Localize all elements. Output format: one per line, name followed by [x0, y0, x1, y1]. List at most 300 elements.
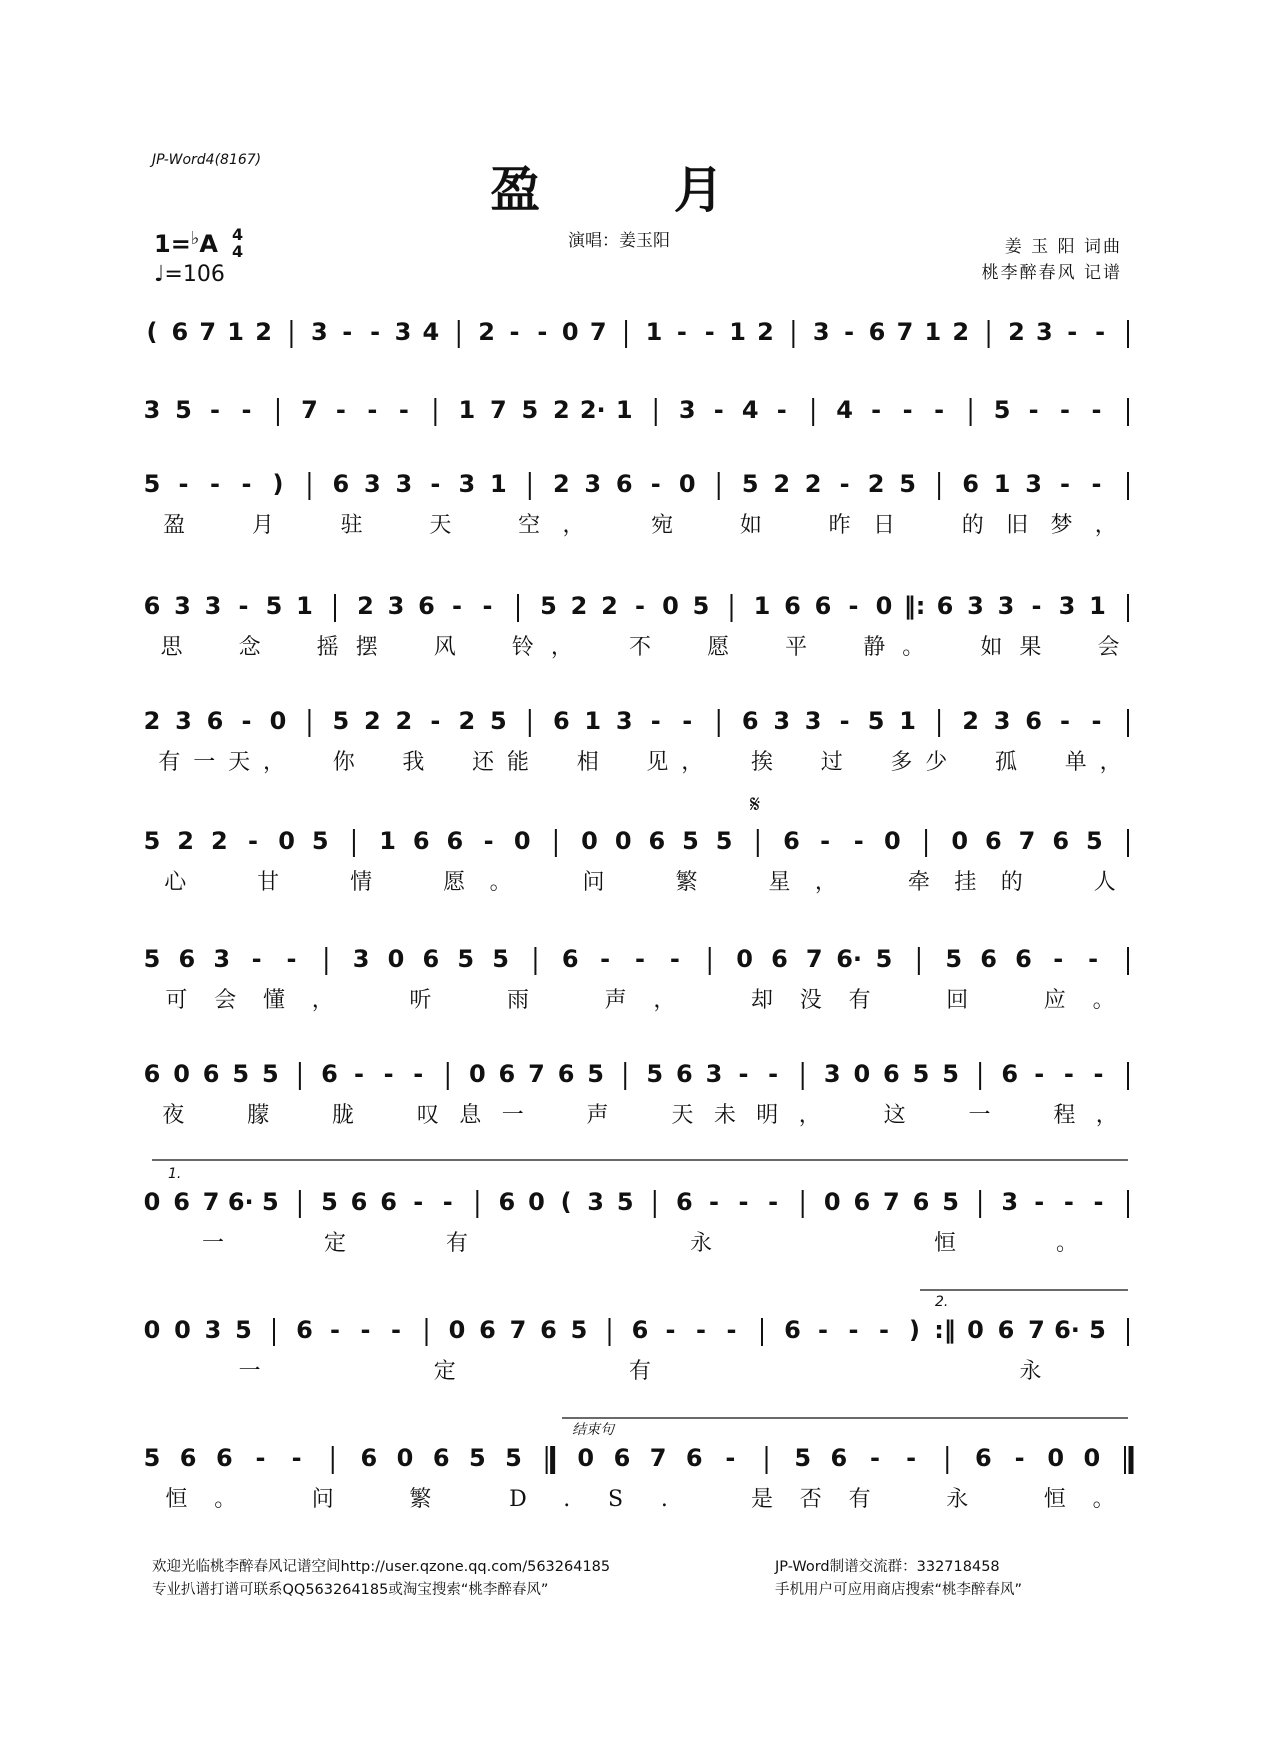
note-glyph: - — [1063, 1060, 1074, 1088]
note-glyph: 6 — [171, 318, 189, 346]
note-glyph: 5 — [570, 1316, 588, 1344]
lyric-char: 宛 — [651, 513, 674, 538]
lyric-char: 平 — [785, 635, 808, 660]
note-glyph: 3 — [1025, 470, 1042, 498]
note-glyph: 6 — [936, 592, 954, 620]
note-glyph: - — [1063, 1188, 1074, 1216]
note-glyph: 6 — [380, 1188, 397, 1216]
note-glyph: - — [1034, 1060, 1045, 1088]
note-glyph: 6 — [215, 1444, 233, 1472]
lyric-char: 空 — [518, 513, 541, 538]
note-glyph: 2 — [458, 707, 476, 735]
note-glyph: - — [413, 1060, 424, 1088]
lyric-char: 思 — [160, 635, 183, 660]
note-glyph: - — [335, 396, 346, 424]
note-glyph: ( — [560, 1188, 572, 1216]
note-glyph: 6 — [418, 592, 435, 620]
note-glyph: 2 — [478, 318, 495, 346]
note-glyph: 0 — [1083, 1444, 1101, 1472]
note-glyph: - — [1028, 396, 1039, 424]
note-glyph: - — [738, 1060, 749, 1088]
note-glyph: - — [255, 1444, 266, 1472]
lyric-char: 一 — [968, 1103, 991, 1128]
lyric-char: 会 — [214, 988, 237, 1013]
lyric-char: 我 — [402, 750, 425, 775]
lyric-char: 星 — [768, 870, 791, 895]
note-glyph: 5 — [143, 470, 161, 498]
note-glyph: ) — [272, 470, 284, 498]
lyric-char: 牵 — [907, 870, 930, 895]
lyric-char: 旧 — [1006, 513, 1029, 538]
note-glyph: - — [934, 396, 945, 424]
lyric-char: 息 — [459, 1103, 482, 1128]
note-glyph: 7 — [883, 1188, 900, 1216]
note-glyph: 6 — [1025, 707, 1042, 735]
note-glyph: 1 — [1089, 592, 1106, 620]
note-glyph: 3 — [175, 707, 192, 735]
note-glyph: - — [902, 396, 913, 424]
note-glyph: 3 — [352, 945, 370, 973]
note-glyph: 3 — [310, 318, 328, 346]
first-ending-label: 1. — [168, 1166, 182, 1182]
time-sig-top: 4 — [232, 225, 244, 244]
lyric-char: 有 — [158, 750, 181, 775]
note-glyph: 5 — [489, 707, 507, 735]
song-title: 盈 月 — [490, 160, 782, 219]
lyric-char: 声 — [604, 988, 627, 1013]
note-glyph: 3 — [584, 470, 602, 498]
note-glyph: - — [367, 396, 378, 424]
note-glyph: 7 — [896, 318, 914, 346]
note-glyph: - — [708, 1188, 719, 1216]
lyric-char: 你 — [332, 750, 355, 775]
note-glyph: - — [342, 318, 353, 346]
note-glyph: 0 — [853, 1060, 871, 1088]
note-glyph: 5 — [505, 1444, 522, 1472]
note-glyph: 6 — [173, 1188, 190, 1216]
note-glyph: 5 — [912, 1060, 930, 1088]
note-glyph: 6 — [422, 945, 440, 973]
note-glyph: - — [241, 396, 252, 424]
note-glyph: 0 — [662, 592, 679, 620]
note-glyph: 5 — [265, 592, 283, 620]
note-glyph: 0 — [1047, 1444, 1065, 1472]
note-glyph: 0 — [951, 827, 969, 855]
note-glyph: 6 — [912, 1188, 930, 1216]
note-glyph: 5 — [692, 592, 710, 620]
lyric-char: 天 — [671, 1103, 694, 1128]
lyric-char: 愿 — [443, 870, 466, 895]
note-glyph: 5 — [794, 1444, 812, 1472]
note-glyph: - — [725, 1444, 736, 1472]
note-glyph: 3 — [387, 592, 405, 620]
note-glyph: 6 — [557, 1060, 575, 1088]
lyric-char: 懂 — [262, 988, 286, 1013]
note-glyph: - — [178, 470, 189, 498]
lyric-char: 永 — [689, 1231, 713, 1256]
note-glyph: - — [251, 945, 262, 973]
note-glyph: 2 — [552, 396, 570, 424]
lyric-char: 回 — [946, 988, 969, 1013]
lyric-char: ， — [562, 513, 585, 538]
lyric-char: 胧 — [331, 1103, 354, 1128]
note-glyph: 6 — [178, 945, 196, 973]
key-prefix: 1= — [154, 230, 191, 258]
note-glyph: 2 — [952, 318, 970, 346]
note-glyph: - — [1093, 1188, 1104, 1216]
lyric-char: 如 — [739, 513, 762, 538]
note-glyph: - — [286, 945, 297, 973]
note-glyph: - — [669, 945, 680, 973]
note-glyph: - — [1088, 945, 1099, 973]
note-glyph: 1 — [458, 396, 476, 424]
lyric-char: 朦 — [247, 1103, 270, 1128]
note-glyph: 5 — [741, 470, 759, 498]
lyric-char: . — [563, 1487, 571, 1512]
note-glyph: 5 — [143, 827, 161, 855]
note-glyph: - — [383, 1060, 394, 1088]
note-glyph: 6 — [962, 470, 979, 498]
lyric-char: 有 — [445, 1231, 469, 1256]
lyric-char: 有 — [848, 1487, 871, 1512]
note-glyph: - — [844, 318, 855, 346]
lyric-char: 摆 — [355, 635, 378, 660]
note-glyph: 6 — [412, 827, 430, 855]
note-glyph: - — [906, 1444, 917, 1472]
note-glyph: 6 — [1015, 945, 1032, 973]
note-glyph: 0 — [448, 1316, 466, 1344]
note-glyph: 6· — [1054, 1316, 1080, 1344]
note-glyph: 2 — [395, 707, 413, 735]
lyric-char: 。 — [214, 1487, 237, 1512]
note-glyph: 6 — [552, 707, 570, 735]
tempo-value: =106 — [164, 262, 225, 287]
note-glyph: 5 — [457, 945, 475, 973]
note-glyph: - — [1014, 1444, 1025, 1472]
note-glyph: - — [330, 1316, 340, 1344]
note-glyph: 6 — [685, 1444, 703, 1472]
note-glyph: 6 — [613, 1444, 631, 1472]
lyric-char: 多 — [890, 750, 913, 775]
note-glyph: 4 — [836, 396, 853, 424]
note-glyph: 6 — [350, 1188, 368, 1216]
lyric-char: 问 — [311, 1487, 334, 1512]
note-glyph: 6 — [206, 707, 224, 735]
note-glyph: 7 — [1028, 1316, 1045, 1344]
note-glyph: 6 — [868, 318, 886, 346]
lyric-char: 还 — [472, 750, 495, 775]
note-glyph: 7 — [301, 396, 318, 424]
lyric-char: ， — [653, 988, 676, 1013]
note-glyph: 0 — [468, 1060, 486, 1088]
note-glyph: 1 — [993, 470, 1011, 498]
note-glyph: 3 — [812, 318, 830, 346]
note-glyph: 6 — [332, 470, 350, 498]
note-glyph: 4 — [422, 318, 440, 346]
lyric-char: 繁 — [675, 870, 698, 895]
note-glyph: - — [871, 396, 882, 424]
lyric-char: 天 — [228, 750, 251, 775]
lyric-char: 恒 — [1043, 1487, 1066, 1512]
lyric-char: 这 — [883, 1103, 906, 1128]
lyric-char: 却 — [750, 988, 774, 1013]
note-glyph: - — [209, 470, 220, 498]
note-glyph: 6 — [853, 1188, 871, 1216]
note-glyph: - — [1091, 707, 1102, 735]
note-glyph: 0 — [614, 827, 632, 855]
lyric-char: 孤 — [994, 750, 1018, 775]
note-glyph: - — [726, 1316, 737, 1344]
lyric-char: ， — [798, 1103, 821, 1128]
lyric-char: 过 — [820, 750, 843, 775]
note-glyph: - — [818, 1316, 828, 1344]
lyric-char: 驻 — [340, 513, 363, 538]
note-glyph: 5 — [143, 1444, 161, 1472]
note-glyph: 6 — [143, 592, 161, 620]
note-glyph: - — [482, 592, 493, 620]
note-glyph: 2 — [552, 470, 570, 498]
note-glyph: 3 — [364, 470, 381, 498]
note-glyph: - — [776, 396, 787, 424]
note-glyph: 3 — [804, 707, 822, 735]
note-glyph: - — [696, 1316, 706, 1344]
note-glyph: - — [879, 1316, 889, 1344]
note-glyph: 5 — [261, 1188, 279, 1216]
lyric-char: 梦 — [1050, 513, 1073, 538]
note-glyph: 1 — [899, 707, 916, 735]
lyric-char: 听 — [409, 988, 432, 1013]
note-glyph: ( — [146, 318, 158, 346]
note-glyph: 2 — [357, 592, 374, 620]
lyric-char: . — [660, 1487, 668, 1512]
lyric-char: 。 — [489, 870, 512, 895]
note-glyph: 5 — [1085, 827, 1103, 855]
note-glyph: 3 — [213, 945, 231, 973]
note-glyph: 3 — [587, 1188, 604, 1216]
note-glyph: 2 — [773, 470, 791, 498]
note-glyph: 0 — [278, 827, 295, 855]
note-glyph: 5 — [945, 945, 963, 973]
note-glyph: ) — [909, 1316, 920, 1344]
note-glyph: - — [209, 396, 220, 424]
note-glyph: 0 — [967, 1316, 984, 1344]
lyric-char: 否 — [799, 1487, 822, 1512]
note-glyph: 3 — [174, 592, 191, 620]
note-glyph: 5 — [468, 1444, 486, 1472]
note-glyph: - — [1091, 470, 1102, 498]
footer-line1-left: 欢迎光临桃李醉春风记谱空间http://user.qzone.qq.com/563264185 — [152, 1559, 611, 1575]
note-glyph: 7 — [199, 318, 217, 346]
lyric-char: 摇 — [316, 635, 339, 660]
note-glyph: 3 — [967, 592, 984, 620]
credit-transcriber: 桃李醉春风 记谱 — [981, 263, 1122, 283]
lyric-char: 昨 — [828, 513, 851, 538]
lyric-char: 盈 — [163, 513, 186, 538]
note-glyph: 6 — [648, 827, 666, 855]
note-glyph: 5 — [616, 1188, 634, 1216]
lyric-char: 能 — [506, 750, 530, 775]
note-glyph: 0 — [143, 1188, 161, 1216]
note-glyph: 2 — [364, 707, 381, 735]
note-glyph: 3 — [394, 318, 412, 346]
note-glyph: 2 — [1008, 318, 1025, 346]
note-glyph: 3 — [615, 707, 633, 735]
note-glyph: 1 — [645, 318, 663, 346]
note-glyph: - — [1095, 318, 1106, 346]
note-glyph: - — [483, 827, 494, 855]
lyric-char: 。 — [902, 635, 925, 660]
note-glyph: 7 — [528, 1060, 545, 1088]
note-glyph: 2 — [570, 592, 588, 620]
lyric-char: 会 — [1097, 635, 1120, 660]
note-glyph: 7 — [589, 318, 607, 346]
lyric-char: ， — [1094, 513, 1117, 538]
note-glyph: 6 — [498, 1188, 516, 1216]
note-glyph: 3 — [773, 707, 791, 735]
second-ending-label: 2. — [935, 1294, 949, 1310]
lyric-char: ， — [1099, 750, 1122, 775]
note-glyph: 1 — [753, 592, 771, 620]
lyric-char: 念 — [238, 635, 261, 660]
note-glyph: 5 — [175, 396, 192, 424]
note-glyph: 5 — [321, 1188, 338, 1216]
note-glyph: - — [848, 1316, 859, 1344]
note-glyph: - — [676, 318, 687, 346]
note-glyph: 6 — [676, 1060, 693, 1088]
singer: 演唱：姜玉阳 — [568, 231, 670, 251]
note-glyph: 0 — [823, 1188, 841, 1216]
note-glyph: 6 — [479, 1316, 496, 1344]
note-glyph: 0 — [577, 1444, 595, 1472]
note-glyph: 6 — [540, 1316, 557, 1344]
lyric-char: 应 — [1043, 988, 1066, 1013]
lyric-char: 恒 — [165, 1487, 188, 1512]
note-glyph: - — [509, 318, 520, 346]
note-glyph: 2 — [867, 470, 885, 498]
note-glyph: 5 — [942, 1188, 959, 1216]
note-glyph: 5 — [311, 827, 329, 855]
lyric-char: 可 — [165, 988, 188, 1013]
lyric-char: 的 — [1000, 870, 1023, 895]
note-glyph: - — [1031, 592, 1042, 620]
note-glyph: 6 — [814, 592, 832, 620]
note-glyph: 3 — [993, 707, 1011, 735]
note-glyph: 5 — [646, 1060, 664, 1088]
lyric-char: 风 — [433, 635, 456, 660]
lyric-char: 情 — [350, 870, 373, 895]
note-glyph: 1 — [296, 592, 313, 620]
note-glyph: 5 — [492, 945, 509, 973]
note-glyph: 7 — [489, 396, 507, 424]
note-glyph: - — [430, 470, 441, 498]
lyric-char: 永 — [1019, 1359, 1042, 1384]
note-glyph: 3 — [705, 1060, 723, 1088]
lyric-char: 挂 — [954, 870, 977, 895]
note-glyph: 6 — [997, 1316, 1015, 1344]
note-glyph: 5 — [867, 707, 885, 735]
footer-line2-left: 专业扒谱打谱可联系QQ563264185或淘宝搜索“桃李醉春风” — [152, 1582, 549, 1598]
note-glyph: 0 — [875, 592, 893, 620]
note-glyph: - — [398, 396, 409, 424]
note-glyph: - — [738, 1188, 749, 1216]
note-glyph: - — [1093, 1060, 1104, 1088]
lyric-char: 明 — [756, 1103, 779, 1128]
note-glyph: - — [537, 318, 548, 346]
note-glyph: - — [665, 1316, 676, 1344]
note-glyph: 6 — [432, 1444, 450, 1472]
note-glyph: 5 — [235, 1316, 252, 1344]
note-glyph: 6 — [783, 827, 800, 855]
note-glyph: - — [682, 707, 693, 735]
lyric-char: 未 — [713, 1103, 736, 1128]
note-glyph: 6 — [360, 1444, 378, 1472]
lyric-char: 有 — [848, 988, 871, 1013]
lyric-char: 一 — [238, 1359, 261, 1384]
footer-line1-right: JP-Word制谱交流群：332718458 — [775, 1559, 1000, 1575]
lyric-char: 问 — [582, 870, 605, 895]
footer-line2-right: 手机用户可应用商店搜索“桃李醉春风” — [775, 1582, 1023, 1598]
note-glyph: 6 — [830, 1444, 848, 1472]
lyric-char: ， — [262, 750, 286, 775]
lyric-char: 愿 — [707, 635, 730, 660]
lyric-char: 永 — [946, 1487, 969, 1512]
lyric-char: 的 — [961, 513, 984, 538]
note-glyph: 5 — [942, 1060, 959, 1088]
lyric-char: 甘 — [257, 870, 280, 895]
note-glyph: 5 — [143, 945, 161, 973]
note-glyph: 4 — [741, 396, 759, 424]
note-glyph: 6 — [561, 945, 579, 973]
note-glyph: 2 — [757, 318, 774, 346]
note-glyph: 5 — [899, 470, 916, 498]
note-glyph: 3 — [1035, 318, 1053, 346]
note-glyph: - — [1060, 470, 1071, 498]
lyric-char: 声 — [586, 1103, 609, 1128]
lyric-char: 心 — [164, 870, 187, 895]
note-glyph: 0 — [561, 318, 579, 346]
lyric-char: S — [608, 1487, 624, 1512]
source-tag: JP-Word4(8167) — [152, 152, 262, 168]
note-glyph: - — [600, 945, 611, 973]
note-glyph: 1 — [227, 318, 245, 346]
note-glyph: 0 — [528, 1188, 545, 1216]
note-glyph: 1 — [489, 470, 507, 498]
note-glyph: 6 — [883, 1060, 900, 1088]
note-glyph: 2 — [601, 592, 618, 620]
note-glyph: 1 — [379, 827, 396, 855]
note-glyph: 6 — [498, 1060, 516, 1088]
lyric-char: 叹 — [416, 1103, 439, 1128]
note-glyph: 6 — [975, 1444, 992, 1472]
lyric-char: ， — [550, 635, 573, 660]
note-glyph: 6 — [985, 827, 1002, 855]
note-glyph: 5 — [232, 1060, 250, 1088]
note-glyph: 0 — [143, 1316, 161, 1344]
lyric-char: 相 — [576, 750, 599, 775]
note-glyph: 0 — [678, 470, 696, 498]
note-glyph: - — [704, 318, 715, 346]
credit-composer: 姜 玉 阳 词曲 — [1004, 237, 1122, 257]
note-glyph: - — [247, 827, 258, 855]
lyric-char: 一 — [501, 1103, 524, 1128]
note-glyph: 3 — [204, 1316, 222, 1344]
lyric-char: 定 — [433, 1359, 456, 1384]
note-glyph: - — [1053, 945, 1064, 973]
note-glyph: 0 — [173, 1060, 190, 1088]
note-glyph: 6· — [836, 945, 863, 973]
note-glyph: 5 — [993, 396, 1011, 424]
lyric-char: ， — [1095, 1103, 1118, 1128]
